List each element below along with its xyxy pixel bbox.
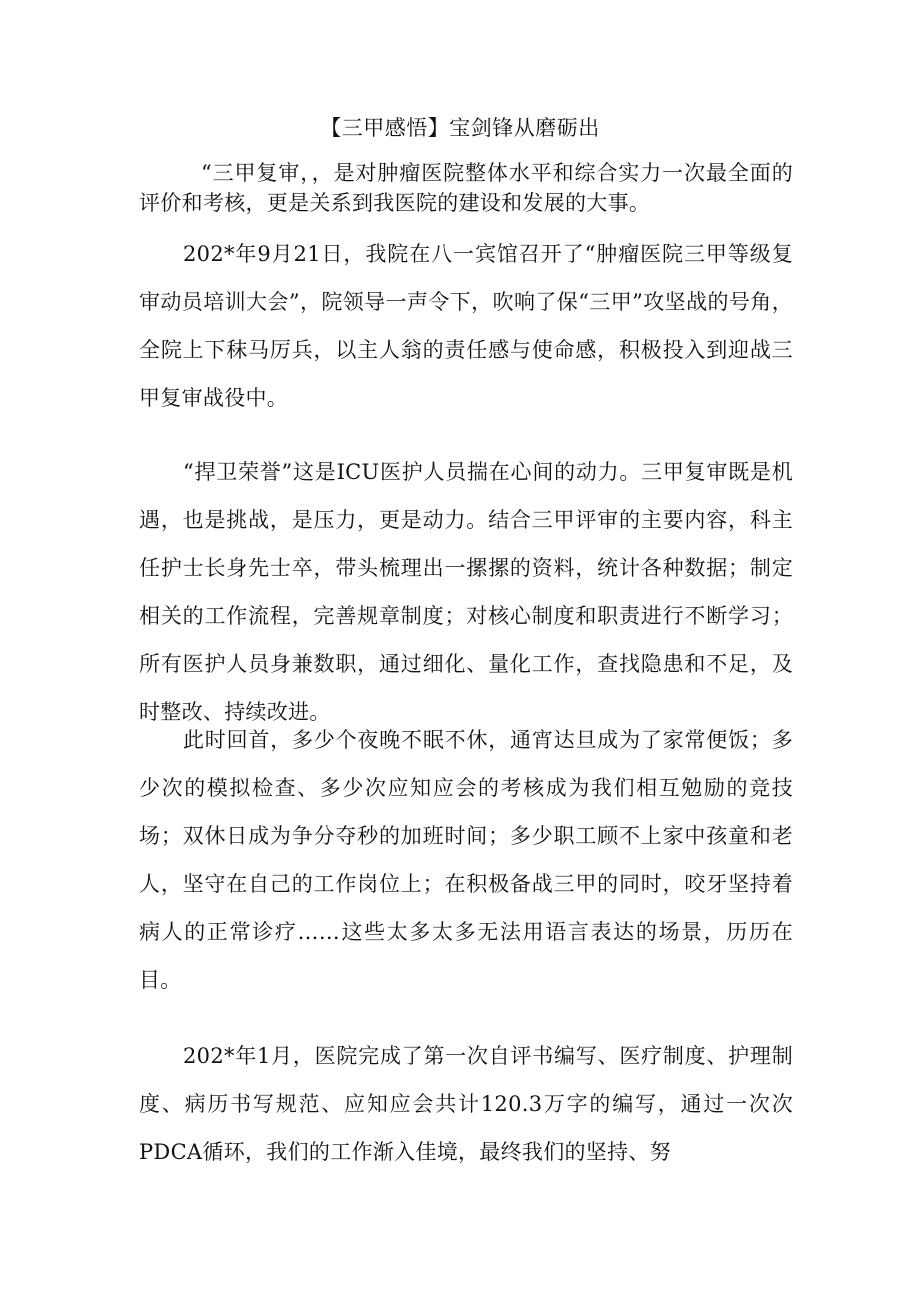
paragraph-mobilization: 202*年9月21日，我院在八一宾馆召开了“肿瘤医院三甲等级复审动员培训大会”，院领导一声令下，吹响了保“三甲”攻坚战的号角，全院上下秣马厉兵，以主人翁的责任感与使命感，积极投入到迎战三甲复审战役中。: [139, 242, 793, 410]
paragraph-looking-back: 此时回首，多少个夜晚不眠不休，通宵达旦成为了家常便饭；多少次的模拟检查、多少次应知应会的考核成为我们相互勉励的竞技场；双休日成为争分夺秒的加班时间；多少职工顾不上家中孩童和老人，坚守在自己的工作岗位上；在积极备战三甲的同时，咬牙坚持着病人的正常诊疗……这些太多太多无法用语言表达的场景，历历在目。: [139, 728, 793, 992]
paragraph-icu-honor: “捍卫荣誉”这是ICU医护人员揣在心间的动力。三甲复审既是机遇，也是挑战，是压力，更是动力。结合三甲评审的主要内容，科主任护士长身先士卒，带头梳理出一摞摞的资料，统计各种数据；制定相关的工作流程，完善规章制度；对核心制度和职责进行不断学习；所有医护人员身兼数职，通过细化、量化工作，查找隐患和不足，及时整改、持续改进。: [139, 460, 793, 724]
document-title: 【三甲感悟】宝剑锋从磨砺出: [320, 116, 600, 140]
paragraph-self-evaluation: 202*年1月，医院完成了第一次自评书编写、医疗制度、护理制度、病历书写规范、应知应会共计120.3万字的编写，通过一次次PDCA循环，我们的工作渐入佳境，最终我们的坚持、努: [139, 1044, 793, 1164]
paragraph-intro: “三甲复审，，是对肿瘤医院整体水平和综合实力一次最全面的评价和考核，更是关系到我医院的建设和发展的大事。: [139, 161, 793, 215]
